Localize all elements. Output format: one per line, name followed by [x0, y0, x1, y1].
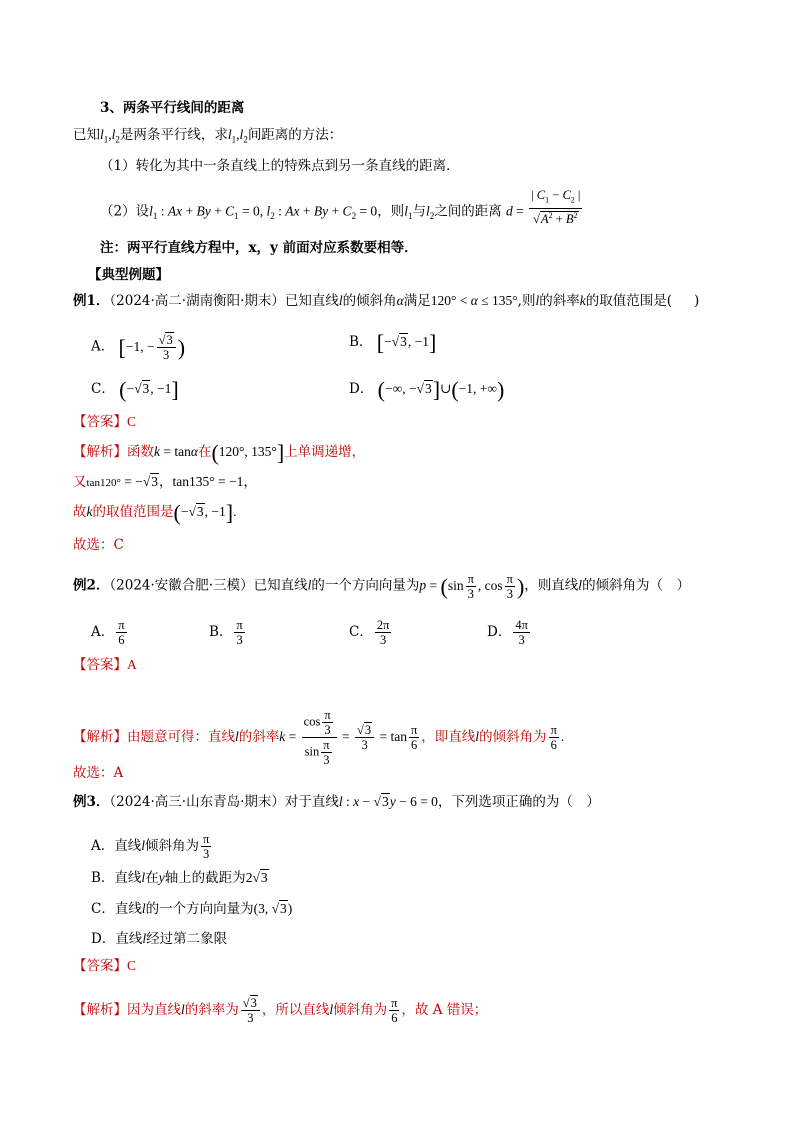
example-2-option-b: B． $\frac{\pi}{3}$: [209, 618, 243, 647]
method-1: （1）转化为其中一条直线上的特殊点到另一条直线的距离．: [100, 158, 460, 174]
example-1-option-c: C． (−√3, −1]: [91, 376, 179, 402]
example-2-option-d: D． $\frac{4\pi}{3}$: [487, 618, 528, 647]
example-3-option-a: A．直线l倾斜角为 $\frac{\pi}{3}$: [91, 832, 210, 861]
example-2-conclusion: 故选：A: [73, 765, 124, 781]
intro-line: 已知$l_1,l_2$是两条平行线，求$l_1,l_2$间距离的方法：: [73, 127, 343, 145]
example-2-option-c: C． $\frac{2\pi}{3}$: [349, 618, 390, 647]
example-3-answer: 【答案】C: [73, 958, 137, 974]
example-3-option-b: B．直线l在y轴上的截距为2√3: [91, 870, 268, 886]
example-1-analysis-2: 又tan120° = −√3，tan135° = −1，: [73, 474, 257, 490]
example-1-option-a: A． [−1, − $\frac{√3}{3}$ ): [91, 333, 186, 362]
example-1-answer: 【答案】C: [73, 414, 137, 430]
example-3-question: 例3．（2024·高三·山东青岛·期末）对于直线l : x − √3y − 6 = 0，下列选项正确的为（ ）: [73, 794, 600, 810]
example-1-question: 例1．（2024·高二·湖南衡阳·期末）已知直线l的倾斜角α满足120° < α ≤ 135°,则l的斜率k的取值范围是( ): [73, 293, 700, 309]
example-1-option-b: B． [−√3, −1]: [349, 329, 437, 355]
section-title: 3、两条平行线间的距离: [100, 100, 245, 116]
example-3-analysis: 【解析】因为直线l的斜率为 $\frac{√3}{3}$ ，所以直线l倾斜角为 $\frac{\pi}{6}$ ，故 A 错误；: [73, 996, 488, 1025]
example-2-answer: 【答案】A: [73, 657, 137, 673]
example-1-conclusion: 故选：C: [73, 537, 124, 553]
example-3-option-c: C．直线l的一个方向向量为(3, √3): [91, 901, 293, 917]
example-1-analysis-3: 故k的取值范围是(−√3, −1].: [73, 499, 237, 525]
example-1-analysis-1: 【解析】函数k = tanα在(120°, 135°]上单调递增，: [73, 439, 366, 465]
example-3-option-d: D．直线l经过第二象限: [91, 931, 228, 947]
example-1-option-d: D． (−∞, −√3]∪(−1, +∞): [349, 376, 505, 402]
example-2-option-a: A． $\frac{\pi}{6}$: [91, 618, 125, 647]
example-2-question: 例2．（2024·安徽合肥·三模）已知直线l的一个方向向量为p = (sin $\frac{\pi}{3}$ , cos $\frac{\pi}{3}$ )，则直线l的倾斜角为（ ）: [73, 572, 691, 601]
examples-heading: 【典型例题】: [88, 267, 169, 283]
method-2: （2）设$l_1$ : $Ax + By + C_1 = 0$, $l_2$ : $Ax + By + C_2 = 0$，则$l_1$与$l_2$之间的距离 d = $\frac{| C_1 - C_2 |}{√A^2 + B^2}$: [100, 188, 581, 226]
example-2-analysis: 【解析】由题意可得：直线l的斜率k = cos $\frac{\pi}{3}$ sin $\frac{\pi}{3}$ = $\frac{√3}{3}$ = tan $\frac{\pi}{6}$ ，即直线l的倾斜角为 $\frac{\pi}{6}$ .: [73, 708, 565, 767]
note: 注：两平行直线方程中，x，y 前面对应系数要相等．: [100, 240, 418, 256]
